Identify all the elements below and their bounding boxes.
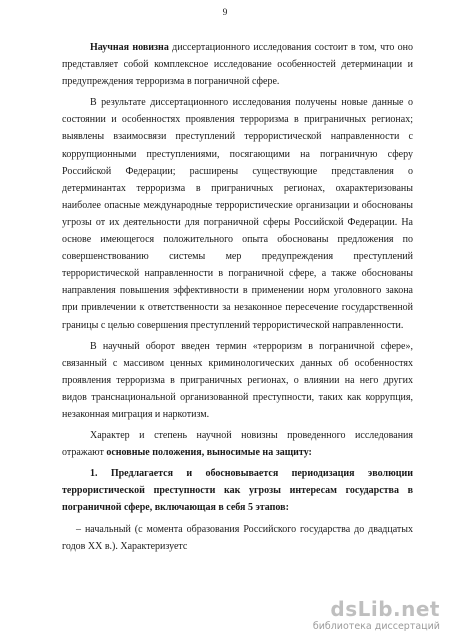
watermark-logo: dsLib.net	[330, 597, 440, 621]
provisions-intro-text: Характер и степень научной новизны проведенного исследования отражают	[62, 430, 413, 459]
page-number: 9	[222, 8, 228, 18]
paragraph-novelty	[62, 39, 413, 90]
paragraph-term: В научный оборот введен термин «терроризм в пограничной сфере», связанный с массивом ценных криминологических данных об особенностях проявления терроризма в приграничных регионах, о влиянии на него других видов транснациональной организованной преступности, таких как коррупция, незаконная миграция и наркотизм.	[62, 340, 413, 420]
paragraph-provisions-intro	[62, 427, 413, 461]
paragraph-results: В результате диссертационного исследования получены новые данные о состоянии и особенностях проявления терроризма в приграничных регионах; выявлены взаимосвязи преступлений террористической направленности с коррупционными преступлениями, посягающими на пограничную сферу Российской Федерации; расширены существующие представления о детерминантах терроризма в приграничных регионах, охарактеризованы наиболее опасные международные террористические организации и обоснованы угрозы от их деятельности для пограничной сферы Российской Федерации. На основе имеющегося положительного опыта обоснованы предложения по совершенствованию системы мер предупреждения преступлений террористической направленности в пограничной сфере, а также обоснованы направления повышения эффективности в применении норм уголовного закона при привлечении к ответственности за незаконное пересечение государственной границы с целью совершения преступлений террористической направленности.	[62, 97, 413, 331]
provision-1: 1. Предлагается и обосновывается периодизация эволюции террористической преступности как угрозы интересам государства в пограничной сфере, включающая в себя 5 этапов:	[62, 468, 413, 514]
document-body	[62, 39, 413, 555]
stage-initial: – начальный (с момента образования Российского государства до двадцатых годов XX в.). Характеризуетс	[62, 523, 413, 552]
novelty-text: диссертационного исследования состоит в том, что оно представляет собой комплексное исследование особенностей детерминации и предупреждения терроризма в пограничной сфере.	[62, 42, 413, 88]
watermark-subtitle: библиотека диссертаций	[312, 621, 440, 632]
novelty-heading: Научная новизна	[90, 42, 169, 53]
watermark	[310, 597, 440, 635]
provisions-heading: основные положения, выносимые на защиту:	[106, 447, 312, 459]
